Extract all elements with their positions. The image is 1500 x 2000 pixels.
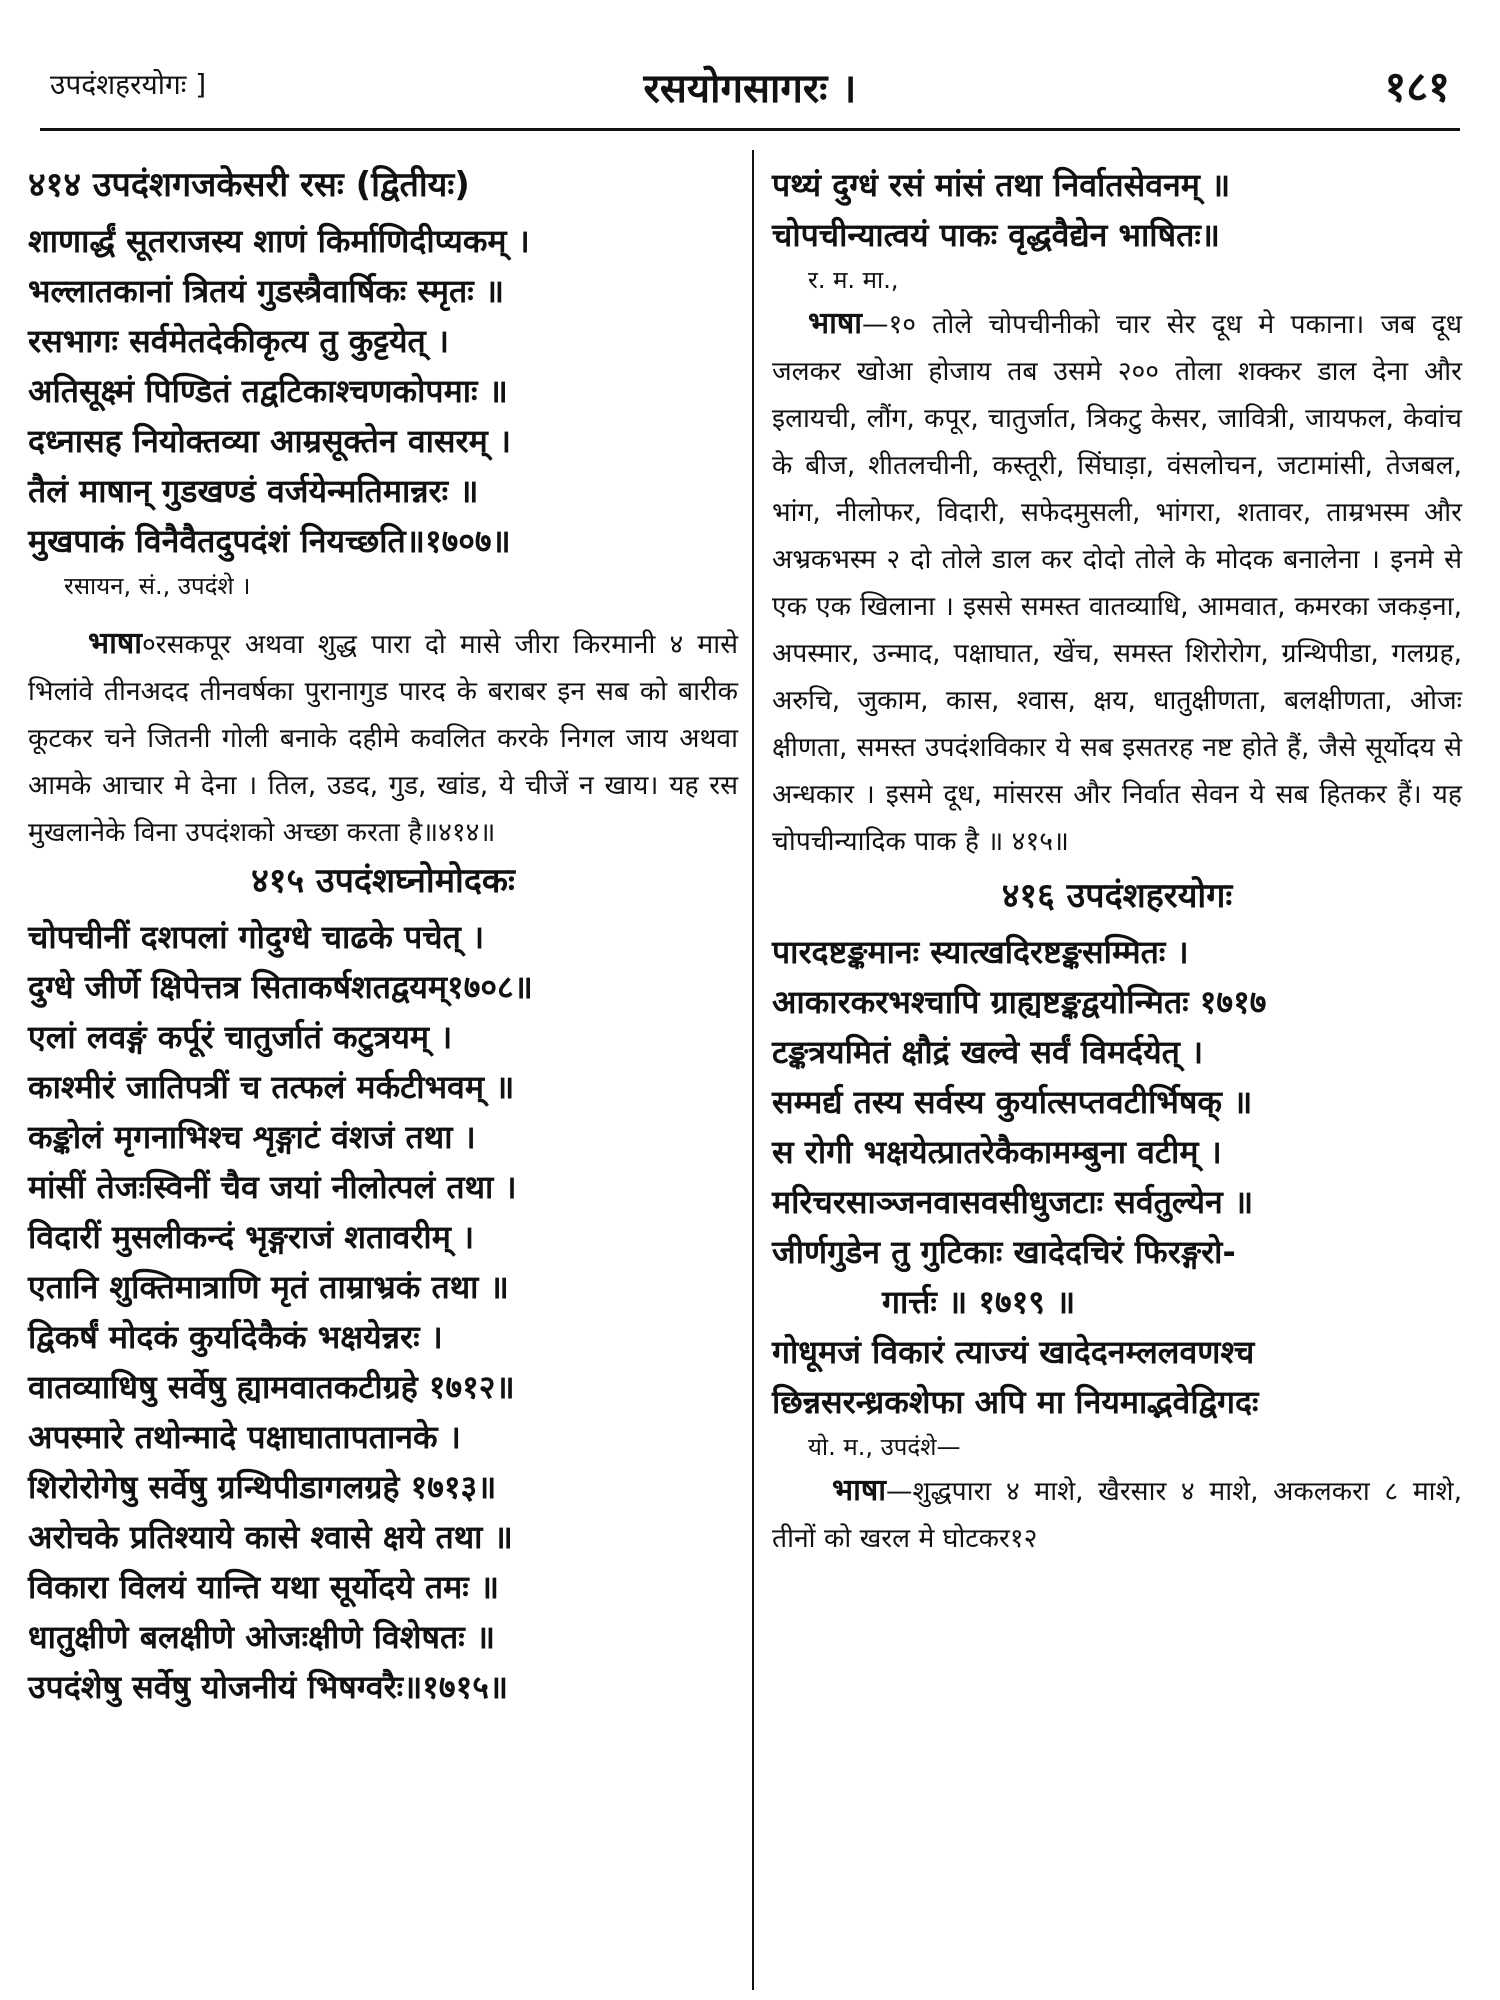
verse-line: चोपचीन्यात्वयं पाकः वृद्धवैद्येन भाषितः॥ — [772, 216, 1220, 254]
verse-line: अतिसूक्ष्मं पिण्डितं तद्वटिकाश्चणकोपमाः ॥ — [28, 372, 508, 410]
right-column — [772, 160, 1462, 1562]
verse-line: मरिचरसाञ्जनवासवसीधुजटाः सर्वतुल्येन ॥ — [772, 1183, 1254, 1221]
verse-line: द्विकर्षं मोदकं कुर्यादेकैकं भक्षयेन्नरः । — [28, 1318, 443, 1356]
verse-line: छिन्नसरन्ध्रकशेफा अपि मा नियमाद्भवेद्विगदः — [772, 1383, 1259, 1421]
source-citation: र. म. मा., — [808, 266, 899, 294]
verse-line: तैलं माषान् गुडखण्डं वर्जयेन्मतिमान्नरः ॥ — [28, 472, 479, 510]
page-header — [40, 45, 1460, 115]
commentary-text: —१० तोले चोपचीनीको चार सेर दूध मे पकाना। जब दूध जलकर खोआ होजाय तब उसमे २०० तोला शक्कर डाल देना और इलायची, लौंग, कपूर, चातुर्जात, त्रिकटु केसर, जावित्री, जायफल, केवांच के बीज, शीतलचीनी, कस्तूरी, सिंघाड़ा, वंसलोचन, जटामांसी, तेजबल, भांग, नीलोफर, विदारी, सफेदमुसली, भांगरा, शतावर, ताम्रभस्म और अभ्रकभस्म २ दो तोले डाल कर दोदो तोले के मोदक बनालेना । इनमे से एक एक खिलाना । इससे समस्त वातव्याधि, आमवात, कमरका जकड़ना, अपस्मार, उन्माद, पक्षाघात, खेंच, समस्त शिरोरोग, ग्रन्थिपीडा, गलग्रह, अरुचि, जुकाम, कास, श्वास, क्षय, धातुक्षीणता, बलक्षीणता, ओजः क्षीणता, समस्त उपदंशविकार ये सब इसतरह नष्ट होते हैं, जैसे सूर्योदय से अन्धकार । इसमे दूध, मांसरस और निर्वात सेवन ये सब हितकर हैं। यह चोपचीन्यादिक पाक है ॥ ४१५॥ — [772, 309, 1462, 857]
verse-line: अपस्मारे तथोन्मादे पक्षाघातापतानके । — [28, 1418, 461, 1456]
source-citation: रसायन, सं., उपदंशे । — [64, 572, 251, 600]
running-title: रसयोगसागरः । — [643, 66, 857, 112]
verse-line: विदारीं मुसलीकन्दं भृङ्गराजं शतावरीम् । — [28, 1218, 475, 1256]
verse-line: उपदंशेषु सर्वेषु योजनीयं भिषग्वरैः॥१७१५॥ — [28, 1668, 509, 1706]
verse-line: पारदष्टङ्कमानः स्यात्खदिरष्टङ्कसम्मितः । — [772, 933, 1189, 971]
commentary-text: ०रसकपूर अथवा शुद्ध पारा दो मासे जीरा किरमानी ४ मासे भिलांवे तीनअदद तीनवर्षका पुरानागुड पारद के बराबर इन सब को बारीक कूटकर चने जितनी गोली बनाके दहीमे कवलित करके निगल जाय अथवा आमके आचार मे देना । तिल, उडद, गुड, खांड, ये चीजें न खाय। यह रस मुखलानेके विना उपदंशको अच्छा करता है॥४१४॥ — [28, 629, 738, 848]
verse-line: स रोगी भक्षयेत्प्रातरेकैकामम्बुना वटीम् । — [772, 1133, 1222, 1171]
verse-line-continuation: गार्त्तः ॥ १७१९ ॥ — [882, 1283, 1076, 1321]
verse-line: भल्लातकानां त्रितयं गुडस्त्रैवार्षिकः स्मृतः ॥ — [28, 272, 504, 310]
verse-line: रसभागः सर्वमेतदेकीकृत्य तु कुट्टयेत् । — [28, 322, 450, 360]
verse-line: दुग्धे जीर्णे क्षिपेत्तत्र सिताकर्षशतद्वयम्१७०८॥ — [28, 968, 533, 1006]
verse-line: अरोचके प्रतिश्याये कासे श्वासे क्षये तथा ॥ — [28, 1518, 513, 1556]
verse-line: कङ्कोलं मृगनाभिश्च शृङ्गाटं वंशजं तथा । — [28, 1118, 476, 1156]
bhasha-label: भाषा — [88, 626, 142, 661]
bhasha-label: भाषा — [832, 1473, 886, 1508]
verse-line: सम्मर्द्य तस्य सर्वस्य कुर्यात्सप्तवटीर्भिषक् ॥ — [772, 1083, 1253, 1121]
verse-line: शाणार्द्धं सूतराजस्य शाणं किर्माणिदीप्यकम् । — [28, 222, 530, 260]
verse-line: वातव्याधिषु सर्वेषु ह्यामवातकटीग्रहे १७१२॥ — [28, 1368, 515, 1406]
section-416-heading: ४१६ उपदंशहरयोगः — [1001, 876, 1233, 916]
commentary-text: —शुद्धपारा ४ माशे, खैरसार ४ माशे, अकलकरा ८ माशे, तीनों को खरल मे घोटकर१२ — [772, 1476, 1462, 1554]
left-column — [28, 160, 738, 1712]
verse-line: मुखपाकं विनैवैतदुपदंशं नियच्छति॥१७०७॥ — [28, 522, 511, 560]
verse-line: पथ्यं दुग्धं रसं मांसं तथा निर्वातसेवनम् ॥ — [772, 166, 1231, 204]
verse-line: विकारा विलयं यान्ति यथा सूर्योदये तमः ॥ — [28, 1568, 500, 1606]
header-rule — [40, 128, 1460, 131]
verse-line: गोधूमजं विकारं त्याज्यं खादेदनम्ललवणश्च — [772, 1333, 1255, 1371]
commentary-paragraph — [28, 620, 738, 856]
running-head-left: उपदंशहरयोगः ] — [50, 68, 207, 101]
verse-line: शिरोरोगेषु सर्वेषु ग्रन्थिपीडागलग्रहे १७१३॥ — [28, 1468, 497, 1506]
commentary-paragraph — [772, 300, 1462, 865]
section-414-heading: ४१४ उपदंशगजकेसरी रसः (द्वितीयः) — [28, 165, 470, 205]
page-number: १८१ — [1384, 62, 1450, 111]
verse-line: आकारकरभश्चापि ग्राह्यष्टङ्कद्वयोन्मितः १७१७ — [772, 983, 1267, 1021]
section-415-heading: ४१५ उपदंशघ्नोमोदकः — [251, 861, 515, 901]
verse-line: मांसीं तेजःस्विनीं चैव जयां नीलोत्पलं तथा । — [28, 1168, 517, 1206]
verse-line: चोपचीनीं दशपलां गोदुग्धे चाढके पचेत् । — [28, 918, 485, 956]
bhasha-label: भाषा — [808, 306, 862, 341]
verse-line: एलां लवङ्गं कर्पूरं चातुर्जातं कटुत्रयम् । — [28, 1018, 453, 1056]
commentary-paragraph — [772, 1467, 1462, 1562]
column-divider — [752, 150, 754, 1990]
verse-line: धातुक्षीणे बलक्षीणे ओजःक्षीणे विशेषतः ॥ — [28, 1618, 495, 1656]
verse-line: एतानि शुक्तिमात्राणि मृतं ताम्राभ्रकं तथा ॥ — [28, 1268, 509, 1306]
verse-line: टङ्कत्रयमितं क्षौद्रं खल्वे सर्वं विमर्दयेत् । — [772, 1033, 1204, 1071]
source-citation: यो. म., उपदंशे— — [808, 1433, 961, 1461]
verse-line: दध्नासह नियोक्तव्या आम्रसूक्तेन वासरम् । — [28, 422, 512, 460]
verse-line: काश्मीरं जातिपत्रीं च तत्फलं मर्कटीभवम् ॥ — [28, 1068, 515, 1106]
verse-line: जीर्णगुडेन तु गुटिकाः खादेदचिरं फिरङ्गरो- — [772, 1233, 1236, 1271]
